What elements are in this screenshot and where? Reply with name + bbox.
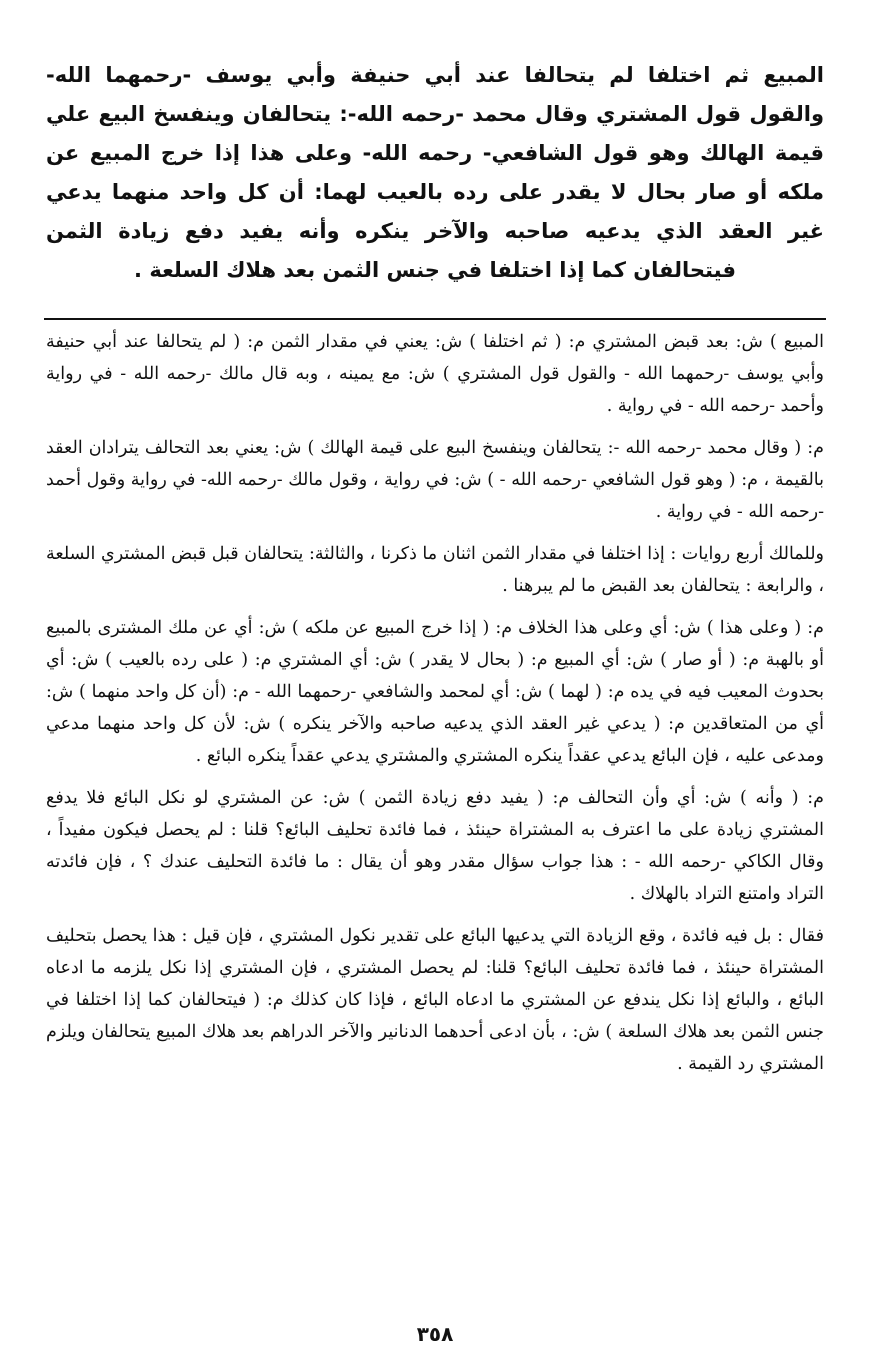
sharh-paragraph: وللمالك أربع روايات : إذا اختلفا في مقدار الثمن اثنان ما ذكرنا ، والثالثة: يتحالفان قبل قبض المشتري السلعة ، والرابعة : يتحالفان بعد القبض ما لم يبرهنا . — [46, 544, 824, 596]
separator-rule — [44, 318, 826, 320]
page-number: ٣٥٨ — [416, 1322, 454, 1346]
sharh-paragraph: فقال : بل فيه فائدة ، وقع الزيادة التي يدعيها البائع على تقدير نكول المشتري ، فإن قيل : هذا يحصل بتحليف المشتراة حينئذ ، فما فائدة تحليف البائع؟ قلنا: لم يحصل المشتري ، فإن المشتري إذا نكل يلزمه ما ادعاه البائع ، والبائع إذا نكل يندفع عن المشتري ما ادعاه البائع ، فإذا كان كذلك م: ( فيتحالفان كما إذا اختلفا في جنس الثمن بعد هلاك السلعة ) ش: ، بأن ادعى أحدهما الدنانير والآخر الدراهم بعد هلاك المبيع يتحالفان ويلزم المشتري رد القيمة . — [46, 926, 824, 1074]
sharh-paragraph: المبيع ) ش: بعد قبض المشتري م: ( ثم اختلفا ) ش: يعني في مقدار الثمن م: ( لم يتحالفا عند أبي حنيفة وأبي يوسف -رحمهما الله - والقول قول المشتري ) ش: مع يمينه ، وبه قال مالك -رحمه الله - في رواية وأحمد -رحمه الله - في رواية . — [46, 332, 824, 416]
matn-main-text: المبيع ثم اختلفا لم يتحالفا عند أبي حنيفة وأبي يوسف -رحمهما الله- والقول قول المشتري وقال محمد -رحمه الله-: يتحالفان وينفسخ البيع علي قيمة الهالك وهو قول الشافعي- رحمه الله- وعلى هذا إذا خرج المبيع عن ملكه أو صار بحال لا يقدر على رده بالعيب لهما: أن كل واحد منهما يدعي غير العقد الذي يدعيه صاحبه والآخر ينكره وأنه يفيد دفع زيادة الثمن فيتحالفان كما إذا اختلفا في جنس الثمن بعد هلاك السلعة . — [46, 63, 824, 282]
sharh-paragraph: م: ( وأنه ) ش: أي وأن التحالف م: ( يفيد دفع زيادة الثمن ) ش: عن المشتري لو نكل البائع فلا يدفع المشتري زيادة على ما اعترف به المشتراة حينئذ ، فما فائدة تحليف البائع؟ قلنا : لم يحصل فيكون مفيداً ، وقال الكاكي -رحمه الله - : هذا جواب سؤال مقدر وهو أن يقال : ما فائدة التحليف عندك ؟ ، فإن فائدته التراد وامتنع التراد بالهلاك . — [46, 788, 824, 904]
sharh-commentary — [44, 326, 826, 1080]
sharh-paragraph: م: ( وقال محمد -رحمه الله -: يتحالفان وينفسخ البيع على قيمة الهالك ) ش: يعني بعد التحالف يترادان العقد بالقيمة ، م: ( وهو قول الشافعي -رحمه الله - ) ش: في رواية ، وقول مالك -رحمه الله- في رواية وقول أحمد -رحمه الله - في رواية . — [46, 438, 824, 522]
sharh-paragraph: م: ( وعلى هذا ) ش: أي وعلى هذا الخلاف م: ( إذا خرج المبيع عن ملكه ) ش: أي عن ملك المشترى بالمبيع أو بالهبة م: ( أو صار ) ش: أي المبيع م: ( بحال لا يقدر ) ش: أي المشتري م: ( على رده بالعيب ) ش: أي بحدوث المعيب فيه في يده م: ( لهما ) ش: أي لمحمد والشافعي -رحمهما الله - م: (أن كل واحد منهما ) ش: أي من المتعاقدين م: ( يدعي غير العقد الذي يدعيه صاحبه والآخر ينكره ) ش: لأن كل واحد منهما مدعي ومدعى عليه ، فإن البائع يدعي عقداً ينكره المشتري والمشتري يدعي عقداً ينكره البائع . — [46, 618, 824, 766]
book-page — [44, 56, 826, 1346]
